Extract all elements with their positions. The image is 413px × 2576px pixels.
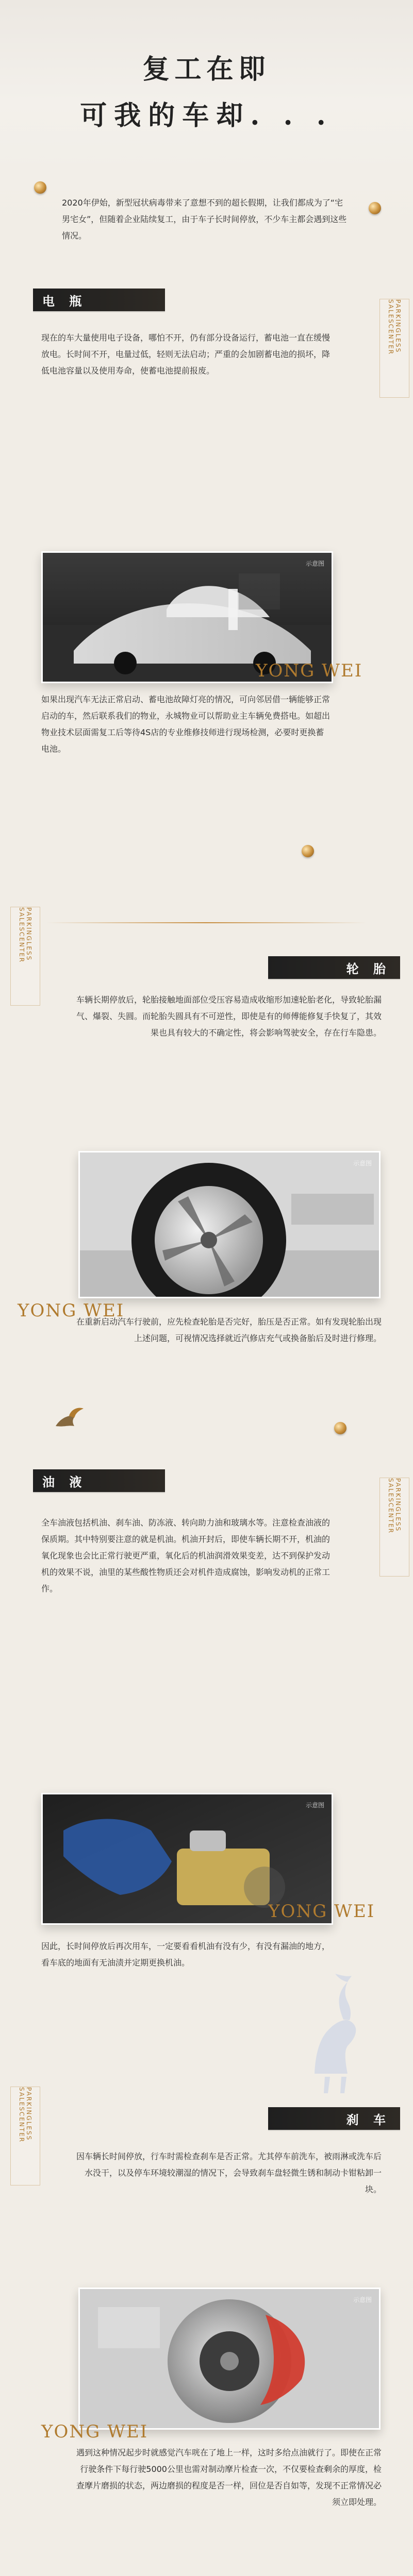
brand-watermark: YONG WEI bbox=[256, 660, 363, 681]
vertical-stamp-text: PARKINGLESS SALESCENTER bbox=[18, 907, 32, 963]
tyre-paragraph-1: 车辆长期停放后，轮胎接触地面部位受压容易造成收缩形加速轮胎老化，导致轮胎漏气、爆裂、失圆。而轮胎失圆具有不可逆性，即使是有的师傅能修复手快复了，其效果也具有较大的不确定性，将会影响驾驶安全，存在行车隐患。 bbox=[76, 995, 382, 1038]
brakes-photo bbox=[78, 2287, 381, 2430]
vertical-stamp-text: PARKINGLESS SALESCENTER bbox=[18, 2087, 32, 2143]
tyre-paragraph-2: 在重新启动汽车行驶前，应先检查轮胎是否完好，胎压是否正常。如有发现轮胎出现上述问题，可视情况选择就近汽修店充气或换备胎后及时进行修理。 bbox=[76, 1317, 382, 1343]
fluids-paragraph-1: 全车油液包括机油、刹车油、防冻液、转向助力油和玻璃水等。注意检查油液的保质期。其中特别要注意的就是机油。机油开封后，即使车辆长期不开，机油的氧化现象也会比正常行驶更严重，氧化后的机油润滑效果变差，达不到保护发动机的效果不说，油里的某些酸性物质还会对机件造成腐蚀，影响发动机的正常工作。 bbox=[41, 1518, 331, 1594]
tyre-illustration bbox=[80, 1153, 379, 1297]
brand-watermark: YONG WEI bbox=[18, 1300, 125, 1321]
vertical-stamp-text: PARKINGLESS SALESCENTER bbox=[387, 299, 402, 355]
bird-icon bbox=[52, 1405, 88, 1436]
gold-orb-icon bbox=[34, 181, 46, 194]
brake-illustration bbox=[80, 2289, 379, 2428]
section-battery-title-text: 电 瓶 bbox=[42, 294, 87, 309]
vertical-stamp bbox=[379, 299, 409, 398]
section-fluids-title bbox=[33, 1469, 165, 1492]
photo-label: 示意图 bbox=[305, 1802, 324, 1809]
vertical-stamp bbox=[10, 907, 40, 1006]
photo-label: 示意图 bbox=[353, 2296, 372, 2303]
vertical-stamp bbox=[379, 1478, 409, 1577]
brand-watermark: YONG WEI bbox=[41, 2421, 148, 2442]
section-brakes-title-text: 刹 车 bbox=[346, 2112, 391, 2127]
gold-orb-icon bbox=[334, 1422, 346, 1434]
battery-paragraph-1: 现在的车大量使用电子设备，哪怕不开，仍有部分设备运行，蓄电池一直在缓慢放电。长时间不开，电量过低，轻则无法启动；严重的会加剧蓄电池的损坏，降低电池容量以及使用寿命，使蓄电池提前报废。 bbox=[41, 333, 331, 376]
section-brakes-title bbox=[268, 2107, 400, 2130]
deer-icon bbox=[294, 1971, 371, 2094]
brakes-paragraph-1: 因车辆长时间停放，行车时需检查刹车是否正常。尤其停车前洗车，被雨淋或洗车后水没干，以及停车环境较潮湿的情况下，会导致刹车盘轻微生锈和制动卡钳粘卸一块。 bbox=[76, 2151, 382, 2194]
divider-line bbox=[46, 922, 366, 923]
page-title-line-2: 可我的车却. . . bbox=[80, 100, 333, 131]
battery-paragraph-2: 如果出现汽车无法正常启动、蓄电池故障灯亮的情况，可向邻居借一辆能够正常启动的车，然后联系我们的物业，永城物业可以帮助业主车辆免费搭电。如超出物业技术层面需复工后等待4S店的专业维修技师进行现场检测，必要时更换蓄电池。 bbox=[41, 694, 331, 754]
brakes-paragraph-2: 遇到这种情况起步时就感觉汽车咣在了地上一样，这时多给点油就行了。即使在正常行驶条件下每行驶5000公里也需对制动摩片检查一次，不仅要检查剩余的厚度，检查摩片磨损的状态，两边磨损的程度是否一样，回位是否自如等，发现不正常情况必须立即处理。 bbox=[76, 2448, 382, 2507]
photo-label: 示意图 bbox=[305, 560, 324, 567]
gold-orb-icon bbox=[302, 845, 314, 857]
vertical-stamp-text: PARKINGLESS SALESCENTER bbox=[387, 1478, 402, 1534]
fluids-paragraph-2: 因此，长时间停放后再次用车，一定要看看机油有没有少，有没有漏油的地方，看车底的地面有无油渍并定期更换机油。 bbox=[41, 1941, 331, 1968]
intro-paragraph: 2020年伊始，新型冠状病毒带来了意想不到的超长假期，让我们都成为了“宅男宅女”，但随着企业陆续复工，由于车子长时间停放，不少车主都会遇到这些情况。 bbox=[62, 198, 347, 241]
section-fluids-title-text: 油 液 bbox=[42, 1475, 87, 1489]
brand-watermark: YONG WEI bbox=[268, 1901, 375, 1922]
photo-label: 示意图 bbox=[353, 1160, 372, 1167]
section-battery-title bbox=[33, 289, 165, 311]
section-tyre-title bbox=[268, 956, 400, 979]
page-title-line-1: 复工在即 bbox=[142, 54, 271, 85]
section-tyre-title-text: 轮 胎 bbox=[346, 961, 391, 976]
gold-orb-icon bbox=[369, 202, 381, 214]
tyre-photo bbox=[78, 1151, 381, 1298]
vertical-stamp bbox=[10, 2087, 40, 2185]
